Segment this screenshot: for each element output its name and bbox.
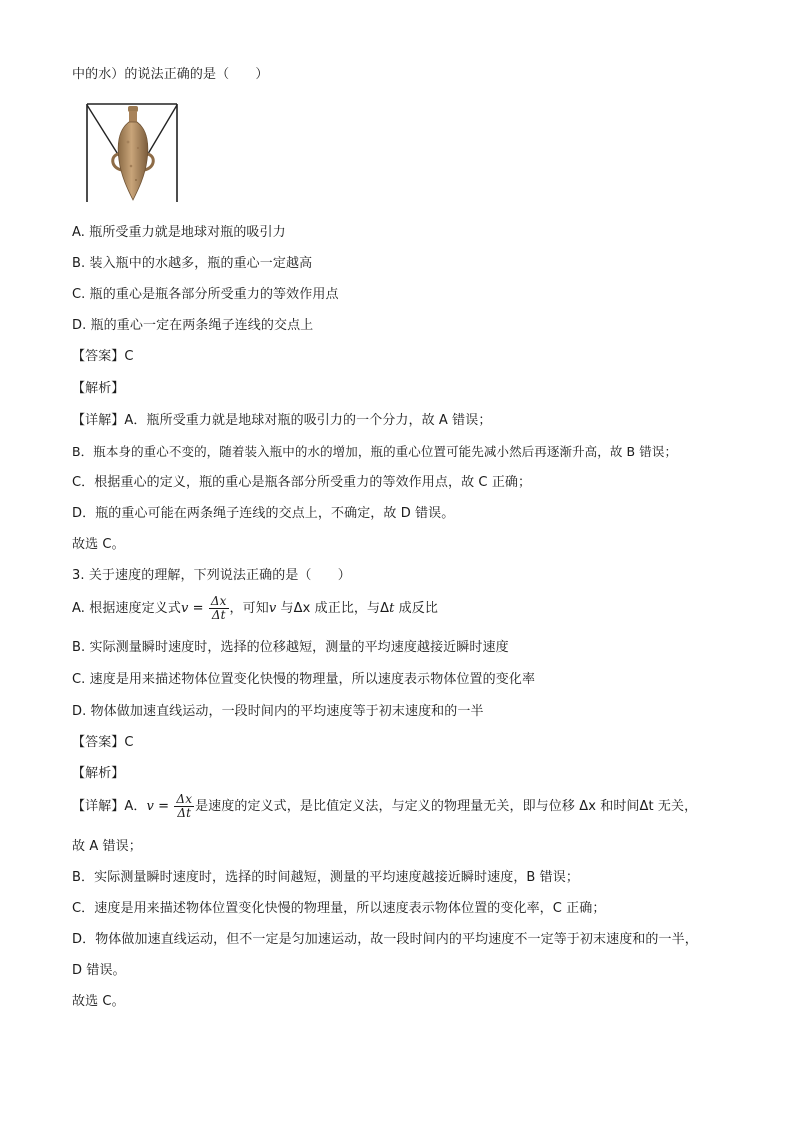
q2-detail-c: C．根据重心的定义，瓶的重心是瓶各部分所受重力的等效作用点，故 C 正确； xyxy=(72,475,532,490)
fraction-numerator: Δx xyxy=(210,594,227,608)
detail-a-rest: 是速度的定义式，是比值定义法，与定义的物理量无关，即与位移 Δx 和时间Δt 无关， xyxy=(195,799,698,814)
velocity-symbol-2: v xyxy=(268,601,277,616)
fraction-numerator: Δx xyxy=(176,792,193,806)
answer-value: C xyxy=(124,735,134,750)
q3-option-b: B. 实际测量瞬时速度时，选择的位移越短，测量的平均速度越接近瞬时速度 xyxy=(72,640,509,655)
q2-conclusion: 故选 C。 xyxy=(72,537,125,552)
q3-stem: 3. 关于速度的理解，下列说法正确的是（ ） xyxy=(72,568,351,583)
q2-detail-a: 【详解】A．瓶所受重力就是地球对瓶的吸引力的一个分力，故 A 错误； xyxy=(72,413,492,428)
fraction-denominator: Δt xyxy=(211,608,226,622)
q3-detail-b: B．实际测量瞬时速度时，选择的时间越短，测量的平均速度越接近瞬时速度，B 错误； xyxy=(72,870,579,885)
velocity-symbol: v xyxy=(180,601,189,616)
answer-label: 【答案】 xyxy=(72,349,125,364)
q3-option-d: D. 物体做加速直线运动，一段时间内的平均速度等于初末速度和的一半 xyxy=(72,704,484,719)
velocity-fraction xyxy=(174,793,194,820)
time-symbol: t xyxy=(389,601,395,616)
q3-detail-c: C．速度是用来描述物体位置变化快慢的物理量，所以速度表示物体位置的变化率，C 正确； xyxy=(72,901,606,916)
answer-label: 【答案】 xyxy=(72,735,125,750)
option-a-prefix: A. 根据速度定义式 xyxy=(72,601,181,616)
velocity-fraction xyxy=(209,595,229,622)
q3-detail-d: D．物体做加速直线运动，但不一定是匀加速运动，故一段时间内的平均速度不一定等于初末速度和的一半， xyxy=(72,932,698,947)
option-a-end: 成反比 xyxy=(394,601,438,616)
velocity-symbol: v xyxy=(146,799,154,814)
fraction-denominator: Δt xyxy=(177,806,192,820)
q3-option-c: C. 速度是用来描述物体位置变化快慢的物理量，所以速度表示物体位置的变化率 xyxy=(72,672,536,687)
q3-analysis-label: 【解析】 xyxy=(72,766,125,781)
q3-detail-d-cont: D 错误。 xyxy=(72,963,126,978)
amphora-figure xyxy=(84,100,180,204)
option-a-mid: ，可知 xyxy=(229,601,269,616)
q3-option-a xyxy=(72,594,438,624)
q2-option-d: D. 瓶的重心一定在两条绳子连线的交点上 xyxy=(72,318,314,333)
equals-sign: = xyxy=(153,799,174,814)
q2-analysis-label: 【解析】 xyxy=(72,381,125,396)
equals-sign: = xyxy=(188,601,208,616)
q2-detail-d: D．瓶的重心可能在两条绳子连线的交点上，不确定，故 D 错误。 xyxy=(72,506,455,521)
q3-answer xyxy=(72,734,134,752)
q2-answer xyxy=(72,348,134,366)
q2-detail-b: B．瓶本身的重心不变的，随着装入瓶中的水的增加，瓶的重心位置可能先减小然后再逐渐升高，故 B 错误； xyxy=(72,444,678,459)
q2-stem-tail: 中的水）的说法正确的是（ ） xyxy=(72,67,269,82)
q2-option-a: A. 瓶所受重力就是地球对瓶的吸引力 xyxy=(72,225,286,240)
q3-detail-a xyxy=(72,792,697,822)
q2-option-b: B. 装入瓶中的水越多，瓶的重心一定越高 xyxy=(72,256,313,271)
detail-a-prefix: 【详解】A． xyxy=(72,799,147,814)
q3-detail-a-cont: 故 A 错误； xyxy=(72,839,142,854)
q2-option-c: C. 瓶的重心是瓶各部分所受重力的等效作用点 xyxy=(72,287,339,302)
q3-conclusion: 故选 C。 xyxy=(72,994,125,1009)
option-a-mid2: 与Δx 成正比，与Δ xyxy=(276,601,390,616)
answer-value: C xyxy=(124,349,134,364)
